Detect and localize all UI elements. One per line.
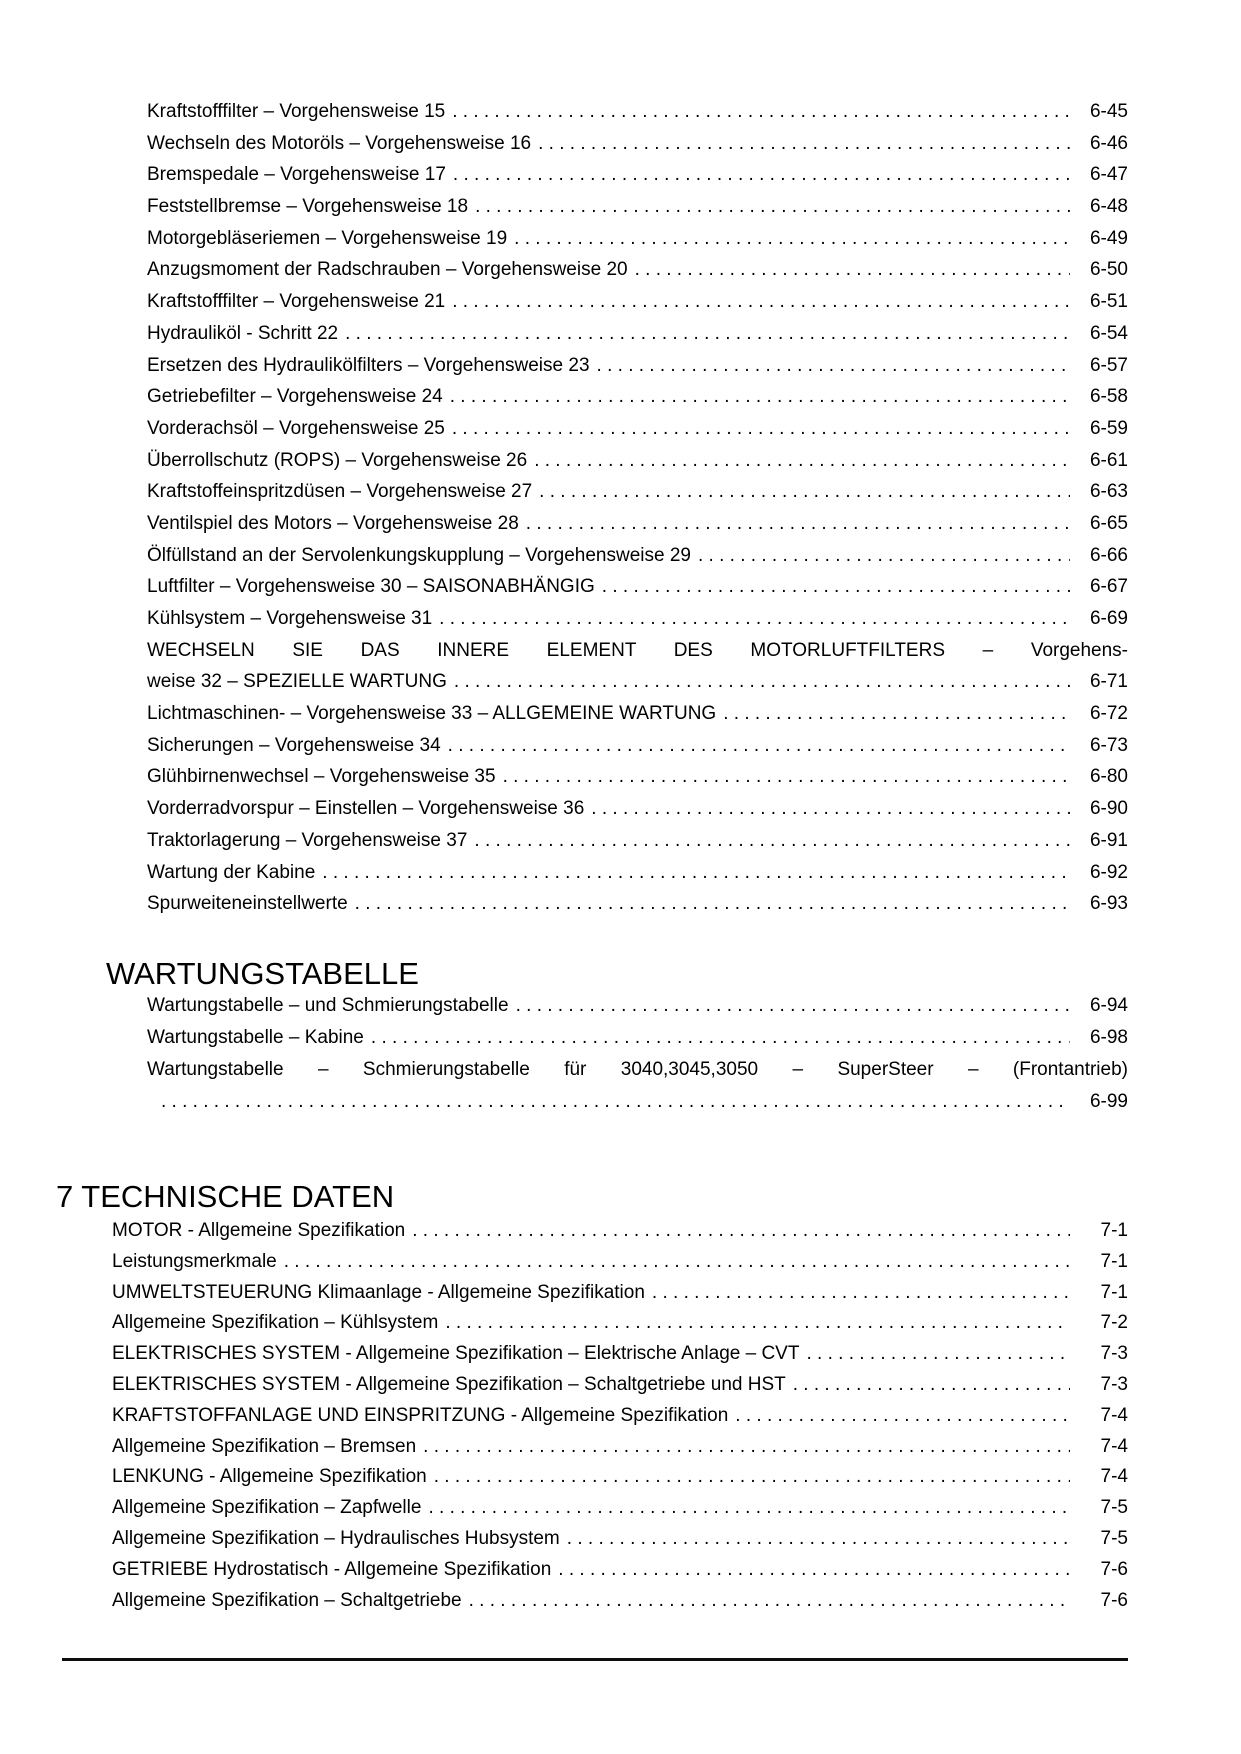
- dot-leader: [558, 1555, 1070, 1586]
- dot-leader: [503, 761, 1070, 793]
- toc-entry: [147, 381, 1128, 413]
- toc-entry-page: 6-98: [1089, 1027, 1128, 1048]
- toc-entry-page: 7-2: [1100, 1312, 1128, 1334]
- dot-leader: [445, 1308, 1070, 1339]
- toc-entry-label: Allgemeine Spezifikation – Zapfwelle: [112, 1497, 422, 1519]
- dot-leader: [412, 1216, 1070, 1247]
- toc-entry-page: 7-3: [1100, 1373, 1128, 1395]
- toc-entry-page: 6-69: [1089, 608, 1128, 629]
- toc-entry-page: 6-67: [1089, 576, 1128, 598]
- toc-entry-page: 6-45: [1089, 101, 1128, 122]
- toc-entry: [147, 761, 1128, 793]
- toc-entry-label: Allgemeine Spezifikation – Kühlsystem: [112, 1312, 439, 1334]
- dot-leader: [355, 888, 1070, 920]
- toc-entry-label: Wartung der Kabine: [147, 861, 316, 883]
- toc-entry: [147, 698, 1128, 730]
- toc-entry-page: 7-4: [1100, 1435, 1128, 1457]
- dot-leader: [597, 350, 1070, 382]
- dot-leader: [454, 666, 1070, 698]
- dot-leader: [423, 1432, 1070, 1463]
- toc-entry: [112, 1555, 1128, 1586]
- toc-entry: [112, 1524, 1128, 1555]
- dot-leader: [453, 159, 1070, 191]
- toc-entry-label: Ersetzen des Hydraulikölfilters – Vorgehensweise 23: [147, 354, 590, 376]
- toc-entry-page: 6-91: [1089, 829, 1128, 851]
- dot-leader: [539, 476, 1070, 508]
- toc-entry-page: 7-1: [1100, 1281, 1128, 1303]
- toc-entry-page: 6-57: [1089, 354, 1128, 376]
- dot-leader: [526, 508, 1070, 540]
- toc-entry-page: 6-92: [1089, 861, 1128, 883]
- toc-entry-wrapped-line2: [147, 1086, 1128, 1118]
- toc-entry-page: 6-63: [1089, 481, 1128, 503]
- toc-entry-label: Vorderradvorspur – Einstellen – Vorgehensweise 36: [147, 798, 585, 820]
- toc-entry: [112, 1493, 1128, 1524]
- toc-entry: [112, 1216, 1128, 1247]
- toc-entry-page: 7-4: [1100, 1466, 1128, 1488]
- dot-leader: [371, 1022, 1070, 1054]
- toc-entry-label: Getriebefilter – Vorgehensweise 24: [147, 386, 443, 408]
- toc-entry: [147, 191, 1128, 223]
- toc-entry-page: 7-1: [1100, 1250, 1128, 1272]
- toc-entry-label: Motorgebläseriemen – Vorgehensweise 19: [147, 227, 508, 249]
- toc-entry-page: 6-94: [1089, 995, 1128, 1016]
- toc-entry-label: Luftfilter – Vorgehensweise 30 – SAISONABHÄNGIG: [147, 576, 595, 598]
- section-heading-wartungstabelle: WARTUNGSTABELLE: [106, 956, 419, 991]
- toc-entry: [147, 571, 1128, 603]
- dot-leader: [322, 857, 1070, 889]
- toc-entry-page: 6-54: [1089, 322, 1128, 344]
- toc-entry: [147, 223, 1128, 255]
- toc-entry: [112, 1247, 1128, 1278]
- dot-leader: [161, 1086, 1070, 1118]
- toc-entry-page: 6-93: [1089, 893, 1128, 915]
- dot-leader: [723, 698, 1070, 730]
- chapter6-toc-list: [147, 96, 1128, 920]
- toc-entry-label: Allgemeine Spezifikation – Schaltgetriebe: [112, 1589, 462, 1611]
- toc-entry: [147, 445, 1128, 477]
- toc-entry: [147, 603, 1128, 635]
- toc-entry: [147, 413, 1128, 445]
- toc-entry: [147, 286, 1128, 318]
- toc-entry-label: Allgemeine Spezifikation – Bremsen: [112, 1435, 417, 1457]
- toc-entry-label: LENKUNG - Allgemeine Spezifikation: [112, 1466, 427, 1488]
- toc-entry-page: 6-99: [1089, 1091, 1128, 1112]
- toc-entry-page: 6-50: [1089, 259, 1128, 281]
- toc-entry-page: 6-80: [1089, 766, 1128, 788]
- chapter7-toc-list: [112, 1216, 1128, 1616]
- toc-entry-page: 6-47: [1089, 164, 1128, 186]
- toc-entry: [112, 1401, 1128, 1432]
- toc-entry-label: Hydrauliköl - Schritt 22: [147, 322, 339, 344]
- dot-leader: [448, 730, 1070, 762]
- dot-leader: [652, 1278, 1070, 1309]
- toc-entry-page: 6-90: [1089, 798, 1128, 820]
- bottom-rule: [62, 1658, 1128, 1661]
- dot-leader: [516, 990, 1070, 1022]
- toc-entry-label: Wartungstabelle – Kabine: [147, 1027, 364, 1048]
- toc-entry: [147, 793, 1128, 825]
- toc-entry: [147, 540, 1128, 572]
- toc-entry-label: Anzugsmoment der Radschrauben – Vorgehensweise 20: [147, 259, 628, 281]
- dot-leader: [345, 318, 1070, 350]
- toc-entry-page: 6-73: [1089, 734, 1128, 756]
- toc-entry: [147, 825, 1128, 857]
- toc-entry: [112, 1308, 1128, 1339]
- toc-entry: [147, 857, 1128, 889]
- toc-entry-label: Ventilspiel des Motors – Vorgehensweise 28: [147, 512, 519, 534]
- toc-entry: [147, 128, 1128, 160]
- toc-entry-label: KRAFTSTOFFANLAGE UND EINSPRITZUNG - Allgemeine Spezifikation: [112, 1404, 729, 1426]
- toc-entry-page: 6-46: [1089, 132, 1128, 154]
- toc-entry: [112, 1339, 1128, 1370]
- dot-leader: [469, 1586, 1070, 1617]
- toc-entry-wrapped-line1: Wartungstabelle – Schmierungstabelle für 3040,3045,3050 – SuperSteer – (Frontantrieb): [147, 1059, 1128, 1080]
- toc-entry-page: 6-48: [1089, 196, 1128, 218]
- toc-entry-page: 6-51: [1089, 291, 1128, 313]
- toc-entry-page: 6-59: [1089, 417, 1128, 439]
- toc-entry-label: ELEKTRISCHES SYSTEM - Allgemeine Spezifikation – Elektrische Anlage – CVT: [112, 1343, 800, 1365]
- toc-entry-page: 7-3: [1100, 1343, 1128, 1365]
- toc-entry-page: 7-5: [1100, 1497, 1128, 1519]
- dot-leader: [452, 413, 1070, 445]
- toc-entry-label: Kraftstoffeinspritzdüsen – Vorgehensweise 27: [147, 481, 533, 503]
- toc-entry-page: 6-61: [1089, 449, 1128, 471]
- toc-entry-wrapped-line1: WECHSELN SIE DAS INNERE ELEMENT DES MOTORLUFTFILTERS – Vorgehens-: [147, 639, 1128, 661]
- toc-entry: [147, 730, 1128, 762]
- toc-entry-label: Leistungsmerkmale: [112, 1250, 277, 1272]
- toc-entry: [112, 1586, 1128, 1617]
- toc-entry: [147, 318, 1128, 350]
- dot-leader: [452, 286, 1070, 318]
- toc-entry: [112, 1432, 1128, 1463]
- dot-leader: [698, 540, 1070, 572]
- toc-entry-label: Glühbirnenwechsel – Vorgehensweise 35: [147, 766, 496, 788]
- dot-leader: [514, 223, 1070, 255]
- toc-entry-page: 6-71: [1089, 671, 1128, 693]
- toc-entry-label: Spurweiteneinstellwerte: [147, 893, 348, 915]
- toc-entry-label: Kraftstofffilter – Vorgehensweise 21: [147, 291, 446, 313]
- toc-entry-wrapped-line2: [147, 666, 1128, 698]
- toc-entry-label: Sicherungen – Vorgehensweise 34: [147, 734, 441, 756]
- toc-entry-label: Ölfüllstand an der Servolenkungskupplung – Vorgehensweise 29: [147, 544, 691, 566]
- toc-entry-label: Kühlsystem – Vorgehensweise 31: [147, 608, 433, 629]
- toc-entry-page: 6-58: [1089, 386, 1128, 408]
- toc-entry-page: 6-66: [1089, 544, 1128, 566]
- toc-entry-label: Allgemeine Spezifikation – Hydraulisches Hubsystem: [112, 1527, 560, 1549]
- toc-entry-page: 6-72: [1089, 703, 1128, 725]
- dot-leader: [450, 381, 1070, 413]
- toc-entry: [147, 254, 1128, 286]
- toc-entry-label: Feststellbremse – Vorgehensweise 18: [147, 196, 469, 218]
- dot-leader: [452, 96, 1070, 128]
- dot-leader: [434, 1462, 1070, 1493]
- toc-entry: [147, 990, 1128, 1022]
- dot-leader: [439, 603, 1070, 635]
- toc-entry-label: ELEKTRISCHES SYSTEM - Allgemeine Spezifikation – Schaltgetriebe und HST: [112, 1373, 786, 1395]
- toc-entry-page: 6-49: [1089, 227, 1128, 249]
- toc-entry: [147, 476, 1128, 508]
- toc-entry-label: GETRIEBE Hydrostatisch - Allgemeine Spezifikation: [112, 1558, 552, 1580]
- toc-entry-label: UMWELTSTEUERUNG Klimaanlage - Allgemeine Spezifikation: [112, 1281, 645, 1303]
- toc-entry-page: 7-5: [1100, 1527, 1128, 1549]
- dot-leader: [793, 1370, 1070, 1401]
- toc-entry: [147, 1022, 1128, 1054]
- toc-entry-label: Lichtmaschinen- – Vorgehensweise 33 – ALLGEMEINE WARTUNG: [147, 703, 717, 725]
- toc-entry: [147, 159, 1128, 191]
- dot-leader: [602, 571, 1070, 603]
- toc-entry-label: Bremspedale – Vorgehensweise 17: [147, 164, 446, 186]
- toc-entry-label: weise 32 – SPEZIELLE WARTUNG: [147, 671, 447, 693]
- dot-leader: [635, 254, 1070, 286]
- toc-entry: [112, 1462, 1128, 1493]
- toc-entry-page: 7-4: [1100, 1404, 1128, 1426]
- dot-leader: [591, 793, 1070, 825]
- toc-entry: [147, 96, 1128, 128]
- dot-leader: [475, 191, 1070, 223]
- dot-leader: [474, 825, 1070, 857]
- dot-leader: [735, 1401, 1070, 1432]
- toc-entry-page: 7-6: [1100, 1589, 1128, 1611]
- toc-entry-label: MOTOR - Allgemeine Spezifikation: [112, 1220, 406, 1241]
- dot-leader: [534, 445, 1070, 477]
- dot-leader: [284, 1247, 1070, 1278]
- dot-leader: [538, 128, 1070, 160]
- toc-entry-page: 7-6: [1100, 1558, 1128, 1580]
- toc-entry: [147, 508, 1128, 540]
- toc-entry: [147, 888, 1128, 920]
- toc-entry-label: Überrollschutz (ROPS) – Vorgehensweise 26: [147, 449, 528, 471]
- dot-leader: [806, 1339, 1070, 1370]
- toc-entry: [112, 1278, 1128, 1309]
- toc-entry-label: Wartungstabelle – und Schmierungstabelle: [147, 995, 509, 1016]
- chapter-heading-technische-daten: 7 TECHNISCHE DATEN: [56, 1179, 395, 1214]
- wartungstabelle-toc-list: [147, 990, 1128, 1118]
- toc-entry-page: 6-65: [1089, 512, 1128, 534]
- toc-entry: [147, 350, 1128, 382]
- dot-leader: [567, 1524, 1070, 1555]
- toc-entry-label: Wechseln des Motoröls – Vorgehensweise 16: [147, 132, 532, 154]
- toc-entry-page: 7-1: [1100, 1220, 1128, 1241]
- toc-entry-label: Kraftstofffilter – Vorgehensweise 15: [147, 101, 446, 122]
- dot-leader: [428, 1493, 1070, 1524]
- toc-entry: [112, 1370, 1128, 1401]
- toc-entry-label: Vorderachsöl – Vorgehensweise 25: [147, 417, 445, 439]
- toc-entry-label: Traktorlagerung – Vorgehensweise 37: [147, 829, 468, 851]
